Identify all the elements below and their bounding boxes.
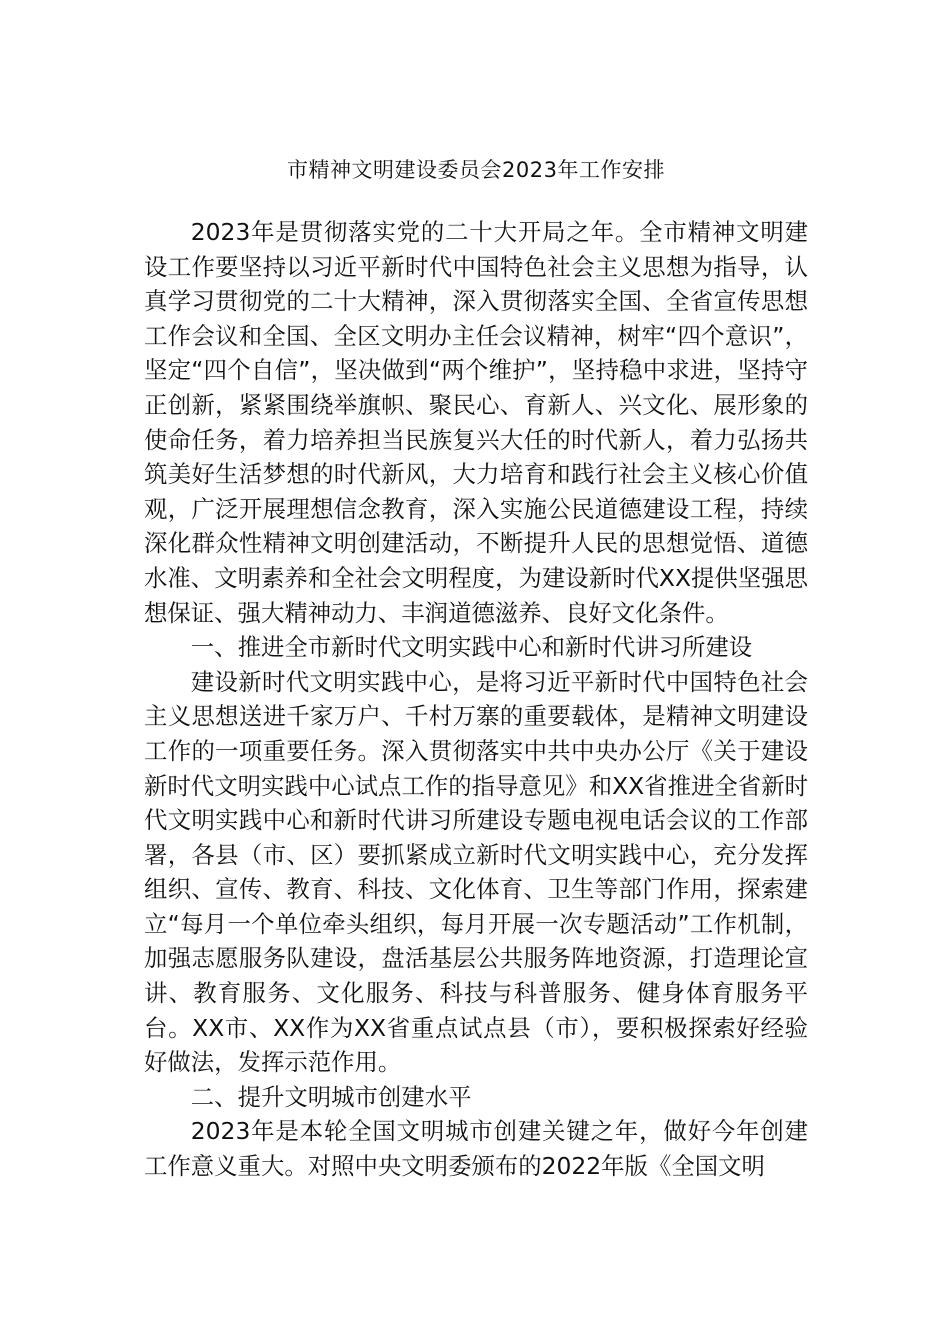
section-2-paragraph: 2023年是本轮全国文明城市创建关键之年，做好今年创建工作意义重大。对照中央文明委颁布的2022年版《全国文明	[144, 1117, 808, 1181]
section-1-heading: 一、推进全市新时代文明实践中心和新时代讲习所建设	[190, 633, 753, 662]
section-2-heading: 二、提升文明城市创建水平	[190, 1082, 472, 1111]
document-page	[144, 150, 808, 1184]
section-1-paragraph: 建设新时代文明实践中心，是将习近平新时代中国特色社会主义思想送进千家万户、千村万寨的重要载体，是精神文明建设工作的一项重要任务。深入贯彻落实中共中央办公厅《关于建设新时代文明实践中心试点工作的指导意见》和XX省推进全省新时代文明实践中心和新时代讲习所建设专题电视电话会议的工作部署，各县（市、区）要抓紧成立新时代文明实践中心，充分发挥组织、宣传、教育、科技、文化体育、卫生等部门作用，探索建立“每月一个单位牵头组织，每月开展一次专题活动”工作机制，加强志愿服务队建设，盘活基层公共服务阵地资源，打造理论宣讲、教育服务、文化服务、科技与科普服务、健身体育服务平台。XX市、XX作为XX省重点试点县（市），要积极探索好经验好做法，发挥示范作用。	[144, 667, 808, 1077]
document-title: 市精神文明建设委员会2023年工作安排	[287, 158, 665, 182]
intro-paragraph: 2023年是贯彻落实党的二十大开局之年。全市精神文明建设工作要坚持以习近平新时代中国特色社会主义思想为指导，认真学习贯彻党的二十大精神，深入贯彻落实全国、全省宣传思想工作会议和全国、全区文明办主任会议精神，树牢“四个意识”，坚定“四个自信”，坚决做到“两个维护”，坚持稳中求进，坚持守正创新，紧紧围绕举旗帜、聚民心、育新人、兴文化、展形象的使命任务，着力培养担当民族复兴大任的时代新人，着力弘扬共筑美好生活梦想的时代新风，大力培育和践行社会主义核心价值观，广泛开展理想信念教育，深入实施公民道德建设工程，持续深化群众性精神文明创建活动，不断提升人民的思想觉悟、道德水准、文明素养和全社会文明程度，为建设新时代XX提供坚强思想保证、强大精神动力、丰润道德滋养、良好文化条件。	[144, 218, 808, 627]
